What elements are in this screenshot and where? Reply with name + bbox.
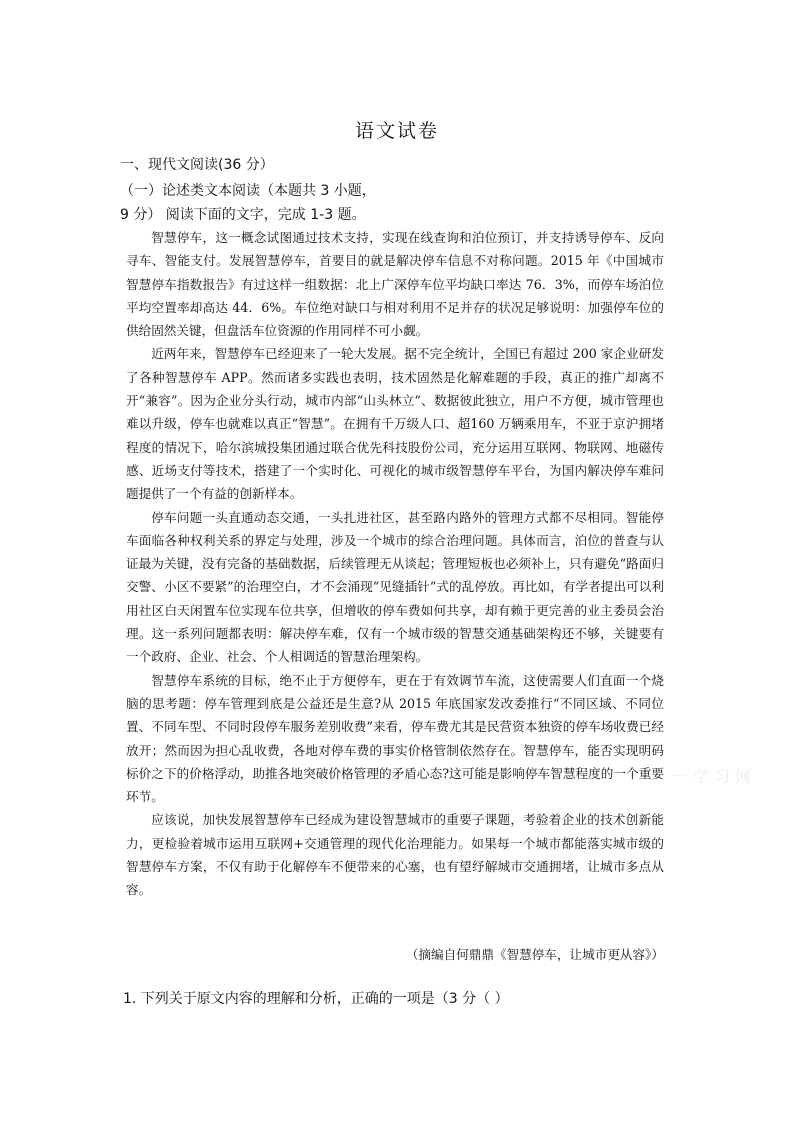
watermark: 一 学 习 网 xyxy=(672,767,752,786)
subsection-heading-line2: 9 分） 阅读下面的文字，完成 1-3 题。 xyxy=(120,207,366,223)
passage-paragraph-2: 近两年来，智慧停车已经迎来了一轮大发展。据不完全统计，全国已有超过 200 家企业研发了各种智慧停车 APP。然而诸多实践也表明，技术固然是化解难题的手段，真正的推广却离不开“兼容”。因为企业分头行动，城市内部“山头林立”、数据彼此独立，用户不方便，城市管理也难以升级，停车也就难以真正“智慧”。在拥有千万级人口、超160 万辆乘用车，不亚于京沪拥堵程度的情况下，哈尔滨城投集团通过联合优先科技股份公司，充分运用互联网、物联网、地磁传感、近场支付等技术，搭建了一个实时化、可视化的城市级智慧停车平台，为国内解决停车难问题提供了一个有益的创新样本。 xyxy=(126,346,664,502)
reading-passage xyxy=(126,226,664,902)
section-heading-modern-reading: 一、现代文阅读(36 分） xyxy=(120,157,274,173)
passage-paragraph-5: 应该说，加快发展智慧停车已经成为建设智慧城市的重要子课题，考验着企业的技术创新能力，更检验着城市运用互联网+交通管理的现代化治理能力。如果每一个城市都能落实城市级的智慧停车方案，不仅有助于化解停车不便带来的心塞，也有望纾解城市交通拥堵，让城市多点从容。 xyxy=(126,812,664,898)
passage-paragraph-3: 停车问题一头直通动态交通，一头扎进社区，甚至路内路外的管理方式都不尽相同。智能停车面临各种权利关系的界定与处理，涉及一个城市的综合治理问题。具体而言，泊位的普查与认证最为关键，没有完备的基础数据，后续管理无从谈起；管理短板也必须补上，只有避免“路面归交警、小区不要紧”的治理空白，才不会涌现“见缝插针”式的乱停放。再比如，有学者提出可以利用社区白天闲置车位实现车位共享，但增收的停车费如何共享，却有赖于更完善的业主委员会治理。这一系列问题都表明：解决停车难，仅有一个城市级的智慧交通基础架构还不够，关键要有一个政府、企业、社会、个人相调适的智慧治理架构。 xyxy=(126,509,664,665)
subsection-heading-line1: （一）论述类文本阅读（本题共 3 小题， xyxy=(120,183,376,199)
passage-paragraph-1: 智慧停车，这一概念试图通过技术支持，实现在线查询和泊位预订，并支持诱导停车、反向寻车、智能支付。发展智慧停车，首要目的就是解决停车信息不对称问题。2015 年《中国城市智慧停车指数报告》有过这样一组数据：北上广深停车位平均缺口率达 76．3%，而停车场泊位平均空置率却高达 44．6%。车位绝对缺口与相对利用不足并存的状况足够说明：加强停车位的供给固然关键，但盘活车位资源的作用同样不可小觑。 xyxy=(126,230,664,339)
passage-paragraph-4: 智慧停车系统的目标，绝不止于方便停车，更在于有效调节车流，这使需要人们直面一个烧脑的思考题：停车管理到底是公益还是生意?从 2015 年底国家发改委推行“不同区域、不同位置、不同车型、不同时段停车服务差别收费”来看，停车费尤其是民营资本独资的停车场收费已经放开；然而因为担心乱收费，各地对停车费的事实价格管制依然存在。智慧停车，能否实现明码标价之下的价格浮动，助推各地突破价格管理的矛盾心态?这可能是影响停车智慧程度的一个重要环节。 xyxy=(126,672,664,805)
page-title: 语文试卷 xyxy=(354,120,439,142)
passage-source: （摘编自何鼎鼎《智慧停车，让城市更从容》） xyxy=(405,947,664,962)
question-1: 1. 下列关于原文内容的理解和分析，正确的一项是（3 分（ ） xyxy=(123,991,509,1007)
